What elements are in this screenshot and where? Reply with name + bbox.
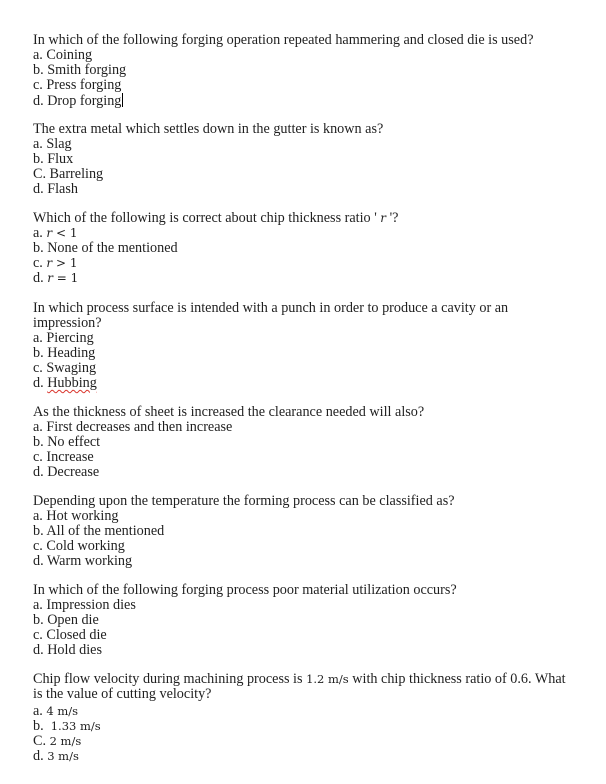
question-2-option-b: b. Flux [33, 151, 74, 167]
question-8-option-d-value: 3 m/s [47, 749, 79, 763]
question-3-option-d [33, 271, 578, 286]
question-8-option-a [33, 704, 578, 719]
question-6-option-d: d. Warm working [33, 553, 133, 569]
question-8-option-b-value: 1.33 m/s [50, 719, 101, 733]
question-8-option-c-value: 2 m/s [49, 734, 82, 748]
question-8-option-d-label: d. [33, 748, 48, 764]
question-8-option-c-label: C. [33, 733, 50, 749]
question-8-value: 1.2 m/s [306, 672, 349, 686]
spellcheck-flagged-word[interactable]: Hubbing [47, 375, 97, 391]
question-8-text [33, 672, 578, 702]
question-3 [33, 211, 578, 286]
question-1-option-c: c. Press forging [33, 77, 122, 93]
question-5-option-d: d. Decrease [33, 464, 100, 480]
question-3-option-c-rel: > 1 [52, 256, 78, 270]
question-6-option-c: c. Cold working [33, 538, 125, 554]
question-7-option-c: c. Closed die [33, 627, 107, 643]
question-8-text-after: with chip thickness ratio of 0.6. What is the value of cutting velocity? [33, 671, 566, 702]
question-7-option-a: a. Impression dies [33, 597, 136, 613]
question-3-option-d-rel: = 1 [52, 271, 79, 285]
question-2-option-c: C. Barreling [33, 166, 104, 182]
text-cursor [122, 93, 123, 107]
question-6-option-b: b. All of the mentioned [33, 523, 165, 539]
question-3-option-d-label: d. [33, 270, 48, 286]
question-8-text-before: Chip flow velocity during machining process is [33, 671, 307, 687]
question-4-option-b: b. Heading [33, 345, 96, 361]
question-3-option-b: b. None of the mentioned [33, 240, 178, 256]
question-7-option-b: b. Open die [33, 612, 99, 628]
question-2 [33, 122, 578, 197]
question-5-option-a: a. First decreases and then increase [33, 419, 233, 435]
question-8-options [33, 704, 578, 764]
question-3-option-a-label: a. [33, 225, 47, 241]
question-3-text [33, 211, 578, 226]
question-2-options [33, 137, 578, 197]
question-8-option-b-label: b. [33, 718, 51, 734]
question-3-var: r [380, 211, 387, 225]
question-8-option-c [33, 734, 578, 749]
question-3-option-a-var: r [46, 226, 53, 240]
question-6-text: Depending upon the temperature the forming process can be classified as? [33, 493, 455, 509]
question-7 [33, 583, 578, 658]
question-8-option-d [33, 749, 578, 764]
question-7-text: In which of the following forging process poor material utilization occurs? [33, 582, 457, 598]
question-8-option-a-value: 4 m/s [46, 704, 79, 718]
question-8-option-a-label: a. [33, 703, 47, 719]
question-1-text: In which of the following forging operation repeated hammering and closed die is used? [33, 32, 534, 48]
question-4-option-d [33, 376, 578, 391]
question-3-option-c-label: c. [33, 255, 47, 271]
question-1-option-a: a. Coining [33, 47, 93, 63]
question-4-option-c: c. Swaging [33, 360, 97, 376]
question-3-option-c-var: r [46, 256, 53, 270]
question-3-option-d-var: r [47, 271, 53, 285]
question-5-text: As the thickness of sheet is increased the clearance needed will also? [33, 404, 425, 420]
question-3-text-after: '? [386, 210, 399, 226]
question-4-option-a: a. Piercing [33, 330, 94, 346]
question-3-option-a [33, 226, 578, 241]
question-4-text: In which process surface is intended with a punch in order to produce a cavity or an impression? [33, 300, 509, 331]
question-7-option-d: d. Hold dies [33, 642, 102, 658]
question-4-option-d-prefix: d. [33, 375, 48, 391]
question-6-option-a: a. Hot working [33, 508, 119, 524]
question-6 [33, 494, 578, 569]
question-7-options [33, 598, 578, 658]
question-3-option-c [33, 256, 578, 271]
question-2-text: The extra metal which settles down in the gutter is known as? [33, 121, 384, 137]
question-4-options [33, 331, 578, 391]
question-1-options [33, 48, 578, 109]
question-1-option-d-text: d. Drop forging [33, 93, 122, 109]
question-3-text-before: Which of the following is correct about chip thickness ratio ' [33, 210, 381, 226]
question-3-option-a-rel: < 1 [52, 226, 78, 240]
question-6-options [33, 509, 578, 569]
question-2-option-a: a. Slag [33, 136, 72, 152]
question-1 [33, 33, 578, 109]
question-1-option-b: b. Smith forging [33, 62, 127, 78]
question-8-option-b [33, 719, 578, 734]
question-4 [33, 301, 578, 391]
question-3-options [33, 226, 578, 286]
question-5-options [33, 420, 578, 480]
question-1-option-d[interactable] [33, 93, 578, 109]
question-8 [33, 672, 578, 764]
question-5-option-b: b. No effect [33, 434, 101, 450]
question-5-option-c: c. Increase [33, 449, 94, 465]
question-2-option-d: d. Flash [33, 181, 78, 197]
question-5 [33, 405, 578, 480]
